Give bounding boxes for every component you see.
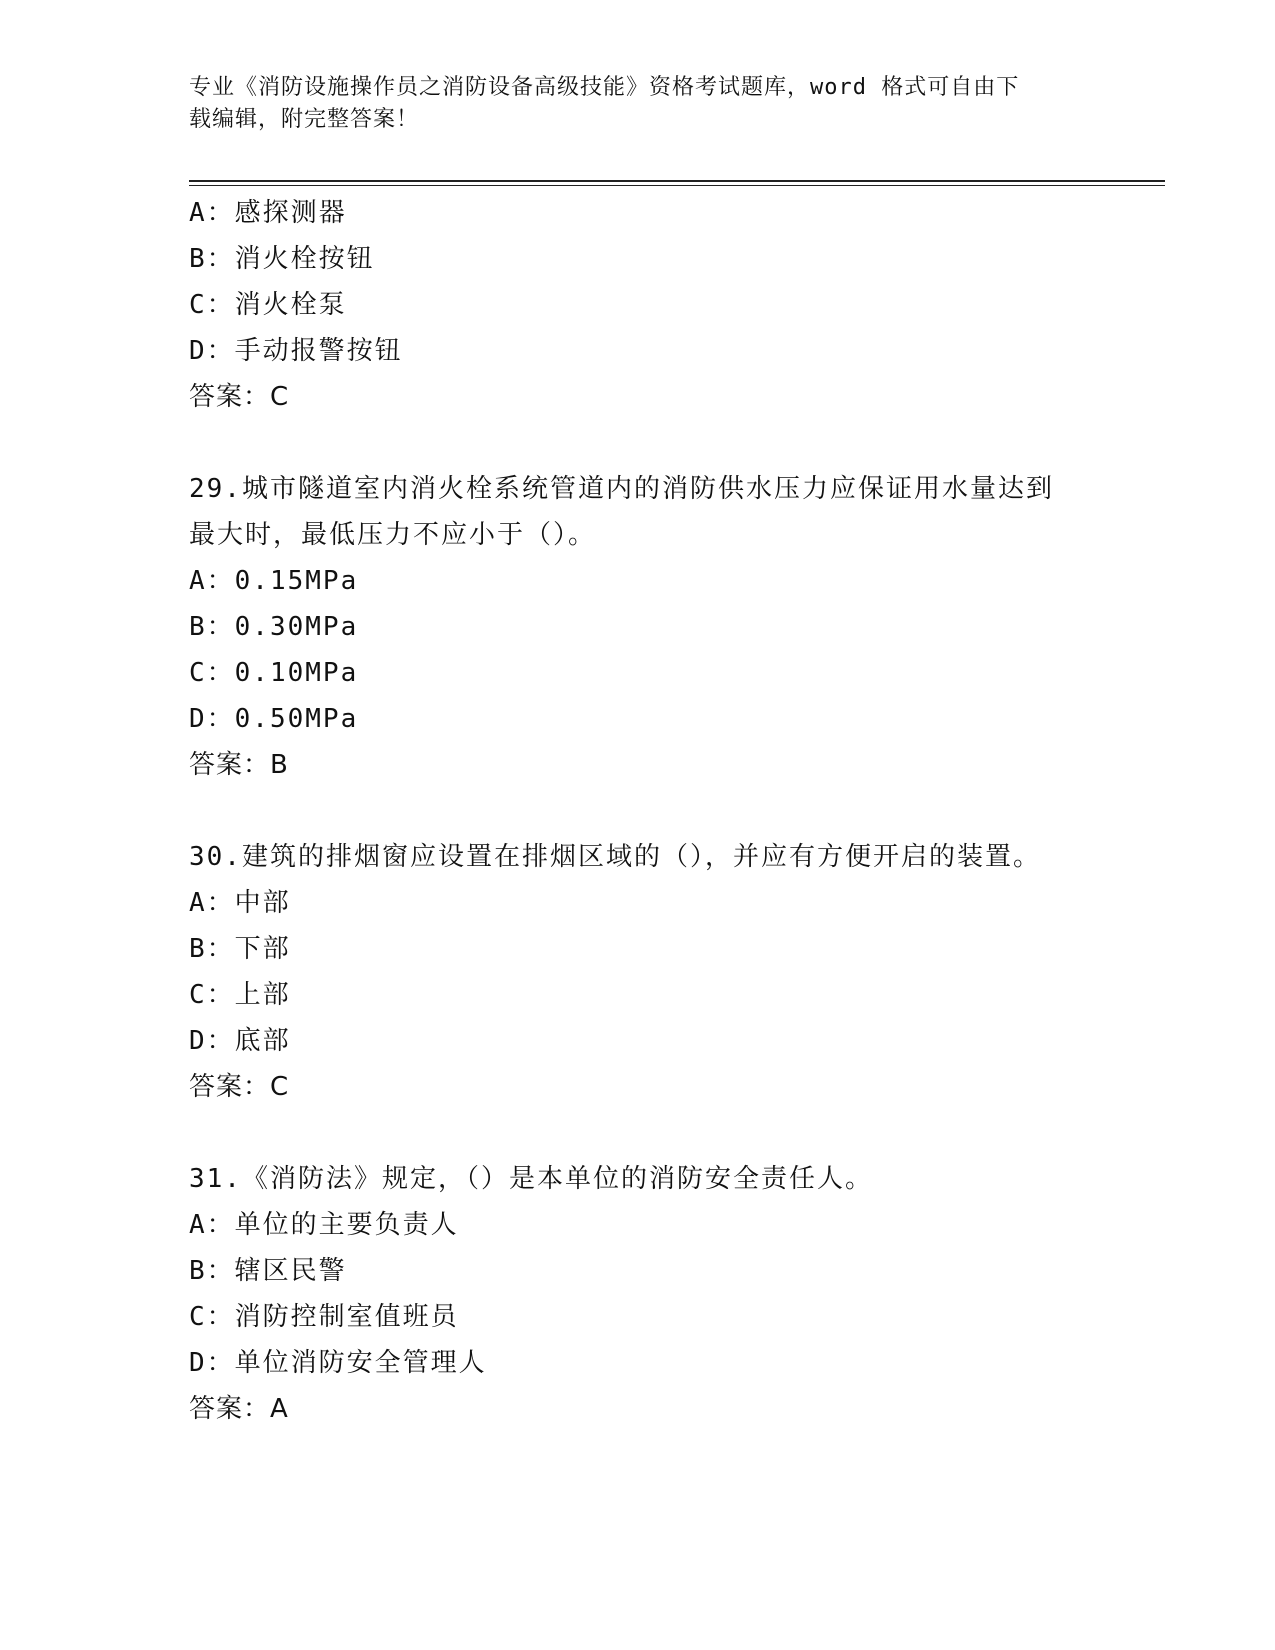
header-divider-thick <box>189 180 1165 182</box>
question-31 <box>189 1156 1165 1432</box>
option-a: A：感探测器 <box>189 198 347 228</box>
option-d: D：手动报警按钮 <box>189 336 403 366</box>
option-d: D：底部 <box>189 1026 291 1056</box>
option-b: B：0.30MPa <box>189 612 359 642</box>
question-30 <box>189 834 1165 1110</box>
option-d: D：单位消防安全管理人 <box>189 1348 487 1378</box>
option-a: A：0.15MPa <box>189 566 359 596</box>
question-text-line-2: 最大时，最低压力不应小于（）。 <box>189 520 597 550</box>
question-text-line-1: 30.建筑的排烟窗应设置在排烟区域的（），并应有方便开启的装置。 <box>189 842 1041 872</box>
question-29 <box>189 466 1165 788</box>
option-a: A：中部 <box>189 888 291 918</box>
option-c: C：消火栓泵 <box>189 290 347 320</box>
option-b: B：消火栓按钮 <box>189 244 375 274</box>
header-line-2: 载编辑，附完整答案！ <box>189 107 420 132</box>
header-line-1: 专业《消防设施操作员之消防设备高级技能》资格考试题库，word 格式可自由下 <box>189 75 1020 100</box>
option-c: C：上部 <box>189 980 291 1010</box>
answer: 答案：C <box>189 382 290 412</box>
answer: 答案：C <box>189 1072 290 1102</box>
spacer <box>189 788 1165 834</box>
spacer <box>189 1110 1165 1156</box>
answer: 答案：B <box>189 750 289 780</box>
option-d: D：0.50MPa <box>189 704 359 734</box>
header-divider-thin <box>189 185 1165 186</box>
option-a: A：单位的主要负责人 <box>189 1210 459 1240</box>
document-header <box>189 72 1089 136</box>
option-c: C：消防控制室值班员 <box>189 1302 459 1332</box>
spacer <box>189 420 1165 466</box>
question-text-line-1: 31.《消防法》规定，（）是本单位的消防安全责任人。 <box>189 1164 873 1194</box>
question-list <box>189 190 1165 1432</box>
option-b: B：辖区民警 <box>189 1256 347 1286</box>
question-text-line-1: 29.城市隧道室内消火栓系统管道内的消防供水压力应保证用水量达到 <box>189 474 1054 504</box>
option-b: B：下部 <box>189 934 291 964</box>
option-c: C：0.10MPa <box>189 658 359 688</box>
answer: 答案：A <box>189 1394 289 1424</box>
question-28 <box>189 190 1165 420</box>
